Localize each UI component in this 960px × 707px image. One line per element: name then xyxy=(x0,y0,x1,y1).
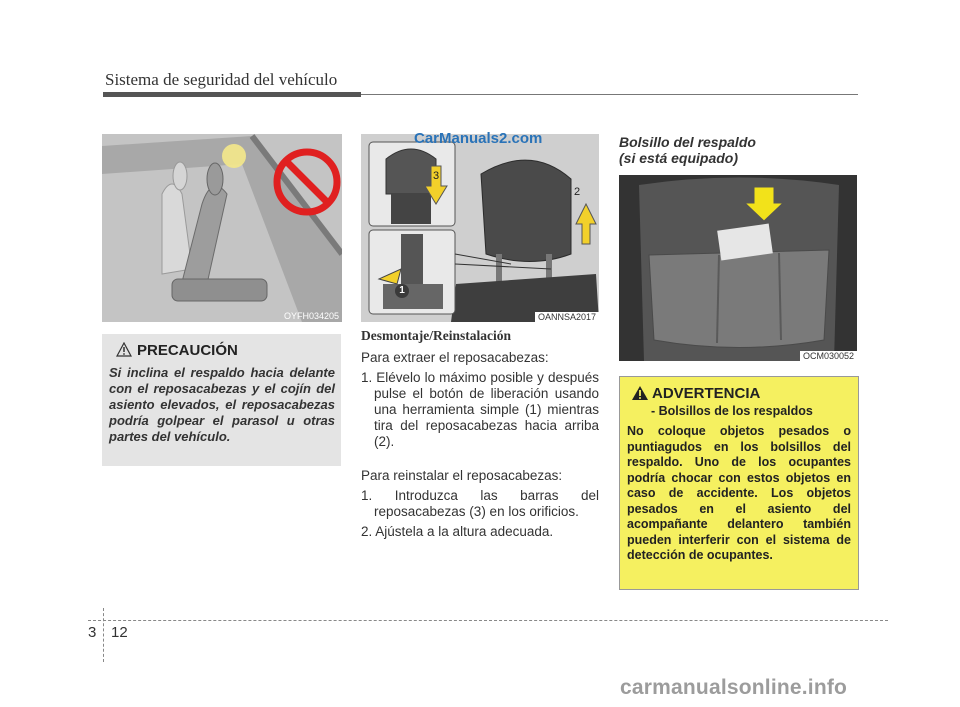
remove-step: 1. Elévelo lo máximo posible y después pulse el botón de liberación usando una herramienta simple (1) mientras tira del reposacabezas hacia arriba (2). xyxy=(361,370,599,449)
install-intro: Para reinstalar el reposacabezas: xyxy=(361,468,563,483)
remove-intro: Para extraer el reposacabezas: xyxy=(361,350,549,365)
top-watermark: CarManuals2.com xyxy=(414,130,543,147)
seat-recline-illustration xyxy=(102,134,342,322)
callout-3: 3 xyxy=(433,170,440,182)
caution-icon xyxy=(116,342,132,362)
page-number: 12 xyxy=(111,624,128,641)
caution-title: PRECAUCIÓN xyxy=(137,342,238,359)
callout-2: 2 xyxy=(574,186,581,198)
install-step: 2. Ajústela a la altura adecuada. xyxy=(361,524,554,539)
footer-divider xyxy=(103,608,104,662)
figure-code: OANNSA2017 xyxy=(535,312,599,322)
pocket-heading-line1: Bolsillo del respaldo xyxy=(619,134,756,150)
warning-icon xyxy=(631,385,649,406)
headrest-removal-illustration xyxy=(361,134,599,322)
pocket-heading xyxy=(619,134,756,166)
caution-body: Si inclina el respaldo hacia delante con el reposacabezas y el cojín del asiento elevados, el reposacabezas podría golpear el parasol u otras partes del vehículo. xyxy=(109,365,335,444)
section-heading: Desmontaje/Reinstalación xyxy=(361,328,511,343)
seat-recline-drawing xyxy=(102,134,342,322)
pocket-heading-line2: (si está equipado) xyxy=(619,150,739,166)
page-header-title: Sistema de seguridad del vehículo xyxy=(105,70,338,89)
warning-body: No coloque objetos pesados o puntiagudos en los bolsillos del respaldo. Uno de los ocupantes podría chocar con estos objetos en caso de accidente. Los objetos pesados en el asiento del acompañante delantero también pueden interferir con el sistema de detección de ocupantes. xyxy=(627,424,851,562)
footer-rule xyxy=(88,620,888,621)
warning-subtitle: - Bolsillos de los respaldos xyxy=(651,404,813,418)
header-bar xyxy=(103,92,361,97)
bottom-watermark: carmanualsonline.info xyxy=(620,676,848,699)
figure-code: OCM030052 xyxy=(800,351,857,361)
callout-1: 1 xyxy=(395,284,409,298)
figure-code: OYFH034205 xyxy=(283,311,339,321)
middle-text xyxy=(361,328,599,540)
warning-title: ADVERTENCIA xyxy=(652,385,761,402)
chapter-number: 3 xyxy=(88,624,97,641)
pocket-drawing xyxy=(619,175,857,361)
install-step: 1. Introduzca las barras del reposacabezas (3) en los orificios. xyxy=(361,488,599,519)
seatback-pocket-illustration xyxy=(619,175,857,361)
